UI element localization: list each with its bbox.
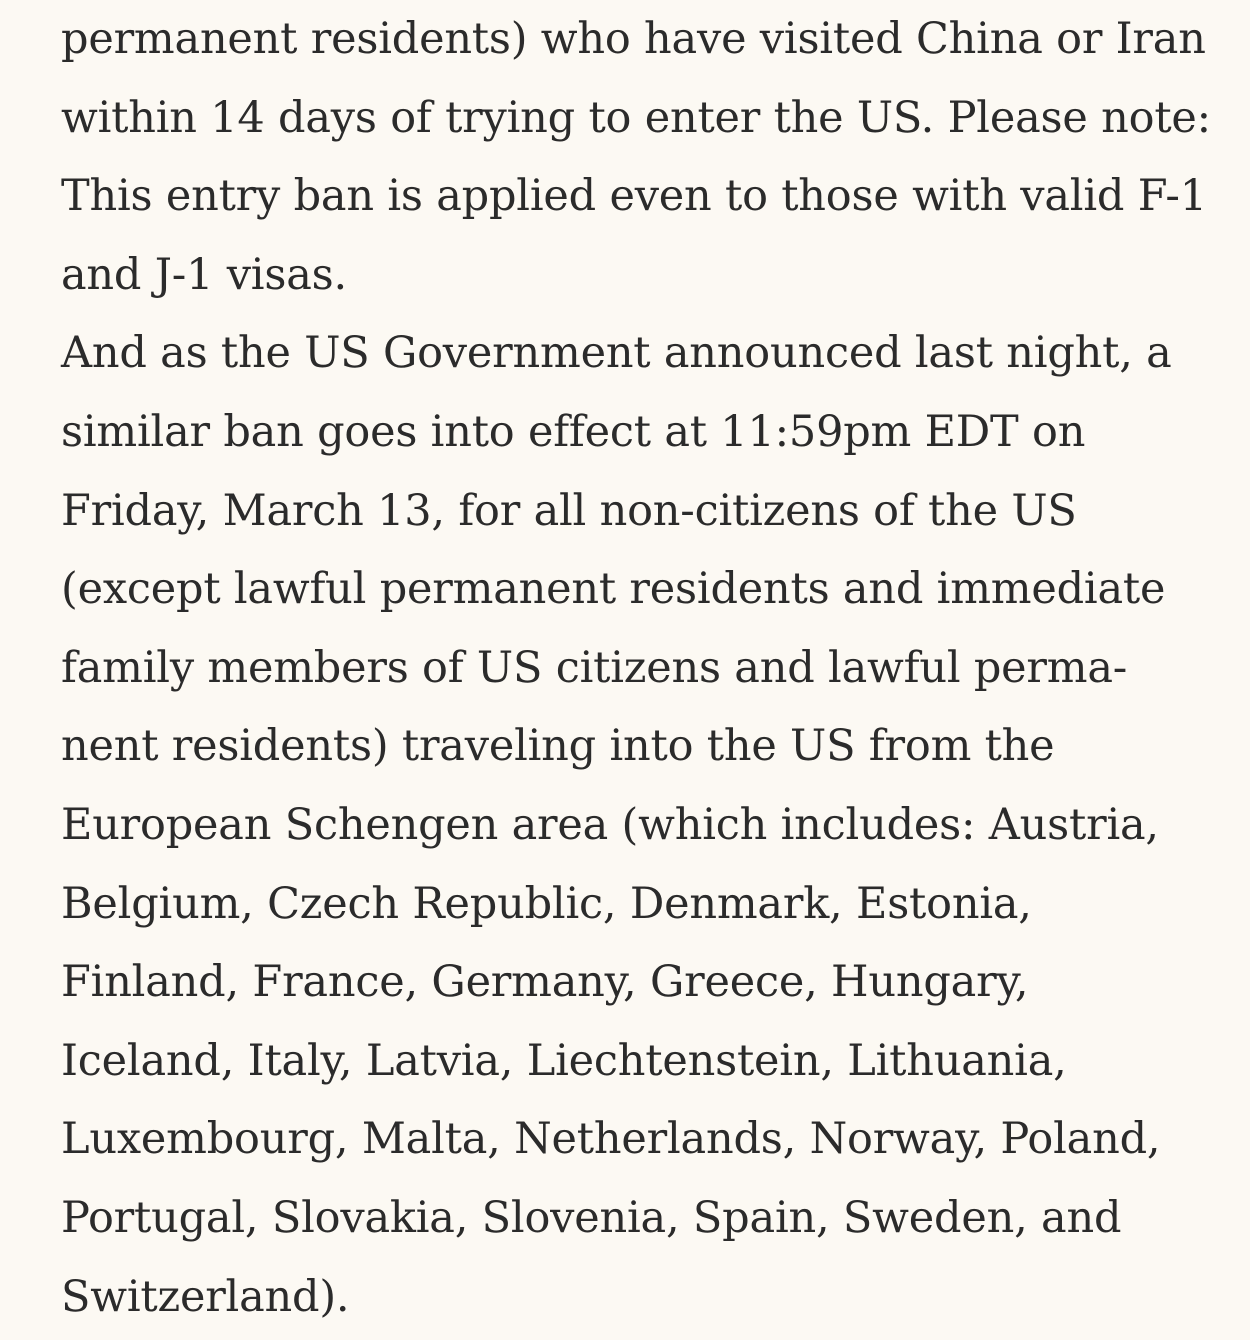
text-line: And as the US Government announced last night, a [61, 328, 1172, 379]
text-line: Belgium, Czech Republic, Denmark, Estonia, [61, 878, 1032, 929]
paragraph-schengen-ban [61, 314, 1221, 1336]
text-line: Luxembourg, Malta, Netherlands, Norway, Poland, [61, 1114, 1161, 1165]
text-line: Iceland, Italy, Latvia, Liechtenstein, Lithuania, [61, 1035, 1067, 1086]
text-line: family members of US citizens and lawful perma- [61, 642, 1128, 693]
text-line: (except lawful permanent residents and immediate [61, 564, 1166, 615]
text-line: similar ban goes into effect at 11:59pm EDT on [61, 406, 1086, 457]
paragraph-entry-ban [61, 0, 1221, 314]
text-line: This entry ban is applied even to those with valid F-1 [61, 171, 1207, 222]
text-line: Portugal, Slovakia, Slovenia, Spain, Sweden, and [61, 1192, 1122, 1243]
text-line: nent residents) traveling into the US from the [61, 721, 1055, 772]
text-line: Finland, France, Germany, Greece, Hungary, [61, 957, 1029, 1008]
article-body [61, 0, 1221, 1336]
text-line: Friday, March 13, for all non-citizens of the US [61, 485, 1077, 536]
text-line: European Schengen area (which includes: Austria, [61, 799, 1159, 850]
text-line: permanent residents) who have visited China or Iran [61, 14, 1206, 64]
text-line: within 14 days of trying to enter the US. Please note: [61, 92, 1211, 143]
text-line: and J-1 visas. [61, 249, 348, 300]
text-line: Switzerland). [61, 1271, 350, 1322]
